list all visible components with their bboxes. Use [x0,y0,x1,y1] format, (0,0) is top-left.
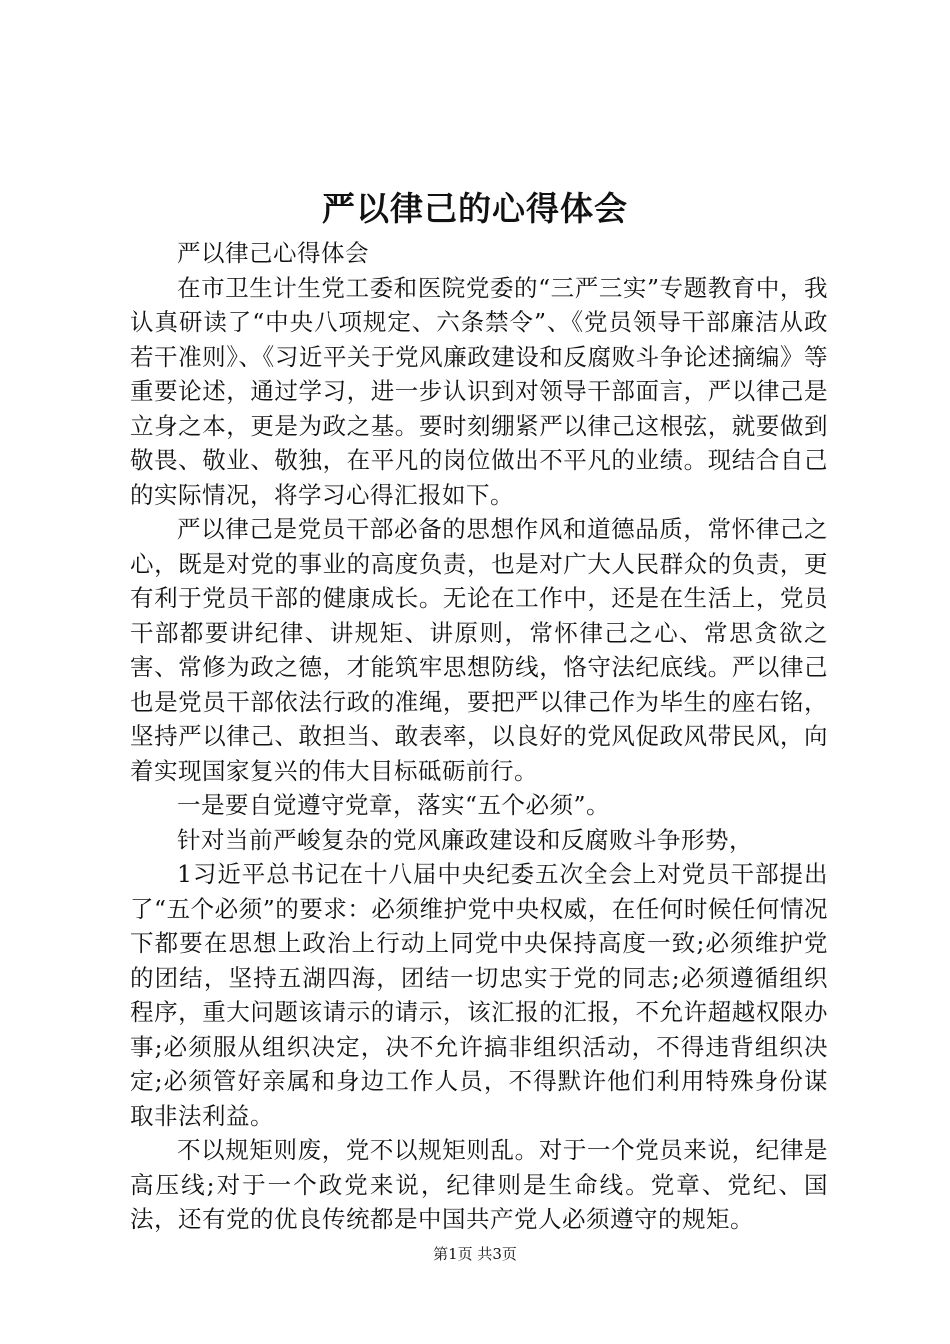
body-paragraph: 1习近平总书记在十八届中央纪委五次全会上对党员干部提出了“五个必须”的要求：必须维护党中央权威，在任何时候任何情况下都要在思想上政治上行动上同党中央保持高度一致;必须维护党的团结，坚持五湖四海，团结一切忠实于党的同志;必须遵循组织程序，重大问题该请示的请示，该汇报的汇报，不允许超越权限办事;必须服从组织决定，决不允许搞非组织活动，不得违背组织决定;必须管好亲属和身边工作人员，不得默许他们利用特殊身份谋取非法利益。 [130,860,828,1130]
body-paragraph: 严以律己是党员干部必备的思想作风和道德品质，常怀律己之心，既是对党的事业的高度负责，也是对广大人民群众的负责，更有利于党员干部的健康成长。无论在工作中，还是在生活上，党员干部都要讲纪律、讲规矩、讲原则，常怀律己之心、常思贪欲之害、常修为政之德，才能筑牢思想防线，恪守法纪底线。严以律己也是党员干部依法行政的准绳，要把严以律己作为毕生的座右铭，坚持严以律己、敢担当、敢表率，以良好的党风促政风带民风，向着实现国家复兴的伟大目标砥砺前行。 [130,515,828,785]
section-heading: 一是要自觉遵守党章，落实“五个必须”。 [177,791,611,819]
intro-paragraph: 在市卫生计生党工委和医院党委的“三严三实”专题教育中，我认真研读了“中央八项规定、六条禁令”、《党员领导干部廉洁从政若干准则》、《习近平关于党风廉政建设和反腐败斗争论述摘编》等重要论述，通过学习，进一步认识到对领导干部面言，严以律己是立身之本，更是为政之基。要时刻绷紧严以律己这根弦，就要做到敬畏、敬业、敬独，在平凡的岗位做出不平凡的业绩。现结合自己的实际情况，将学习心得汇报如下。 [130,273,828,509]
body-paragraph: 不以规矩则废，党不以规矩则乱。对于一个党员来说，纪律是高压线;对于一个政党来说，纪律则是生命线。党章、党纪、国法，还有党的优良传统都是中国共产党人必须遵守的规矩。 [130,1136,828,1233]
page-number-footer: 第1页 共3页 [433,1245,517,1263]
subtitle-paragraph: 严以律己心得体会 [177,239,369,267]
body-paragraph: 针对当前严峻复杂的党风廉政建设和反腐败斗争形势， [177,825,753,854]
document-title: 严以律己的心得体会 [322,189,628,228]
document-body [130,236,828,1237]
